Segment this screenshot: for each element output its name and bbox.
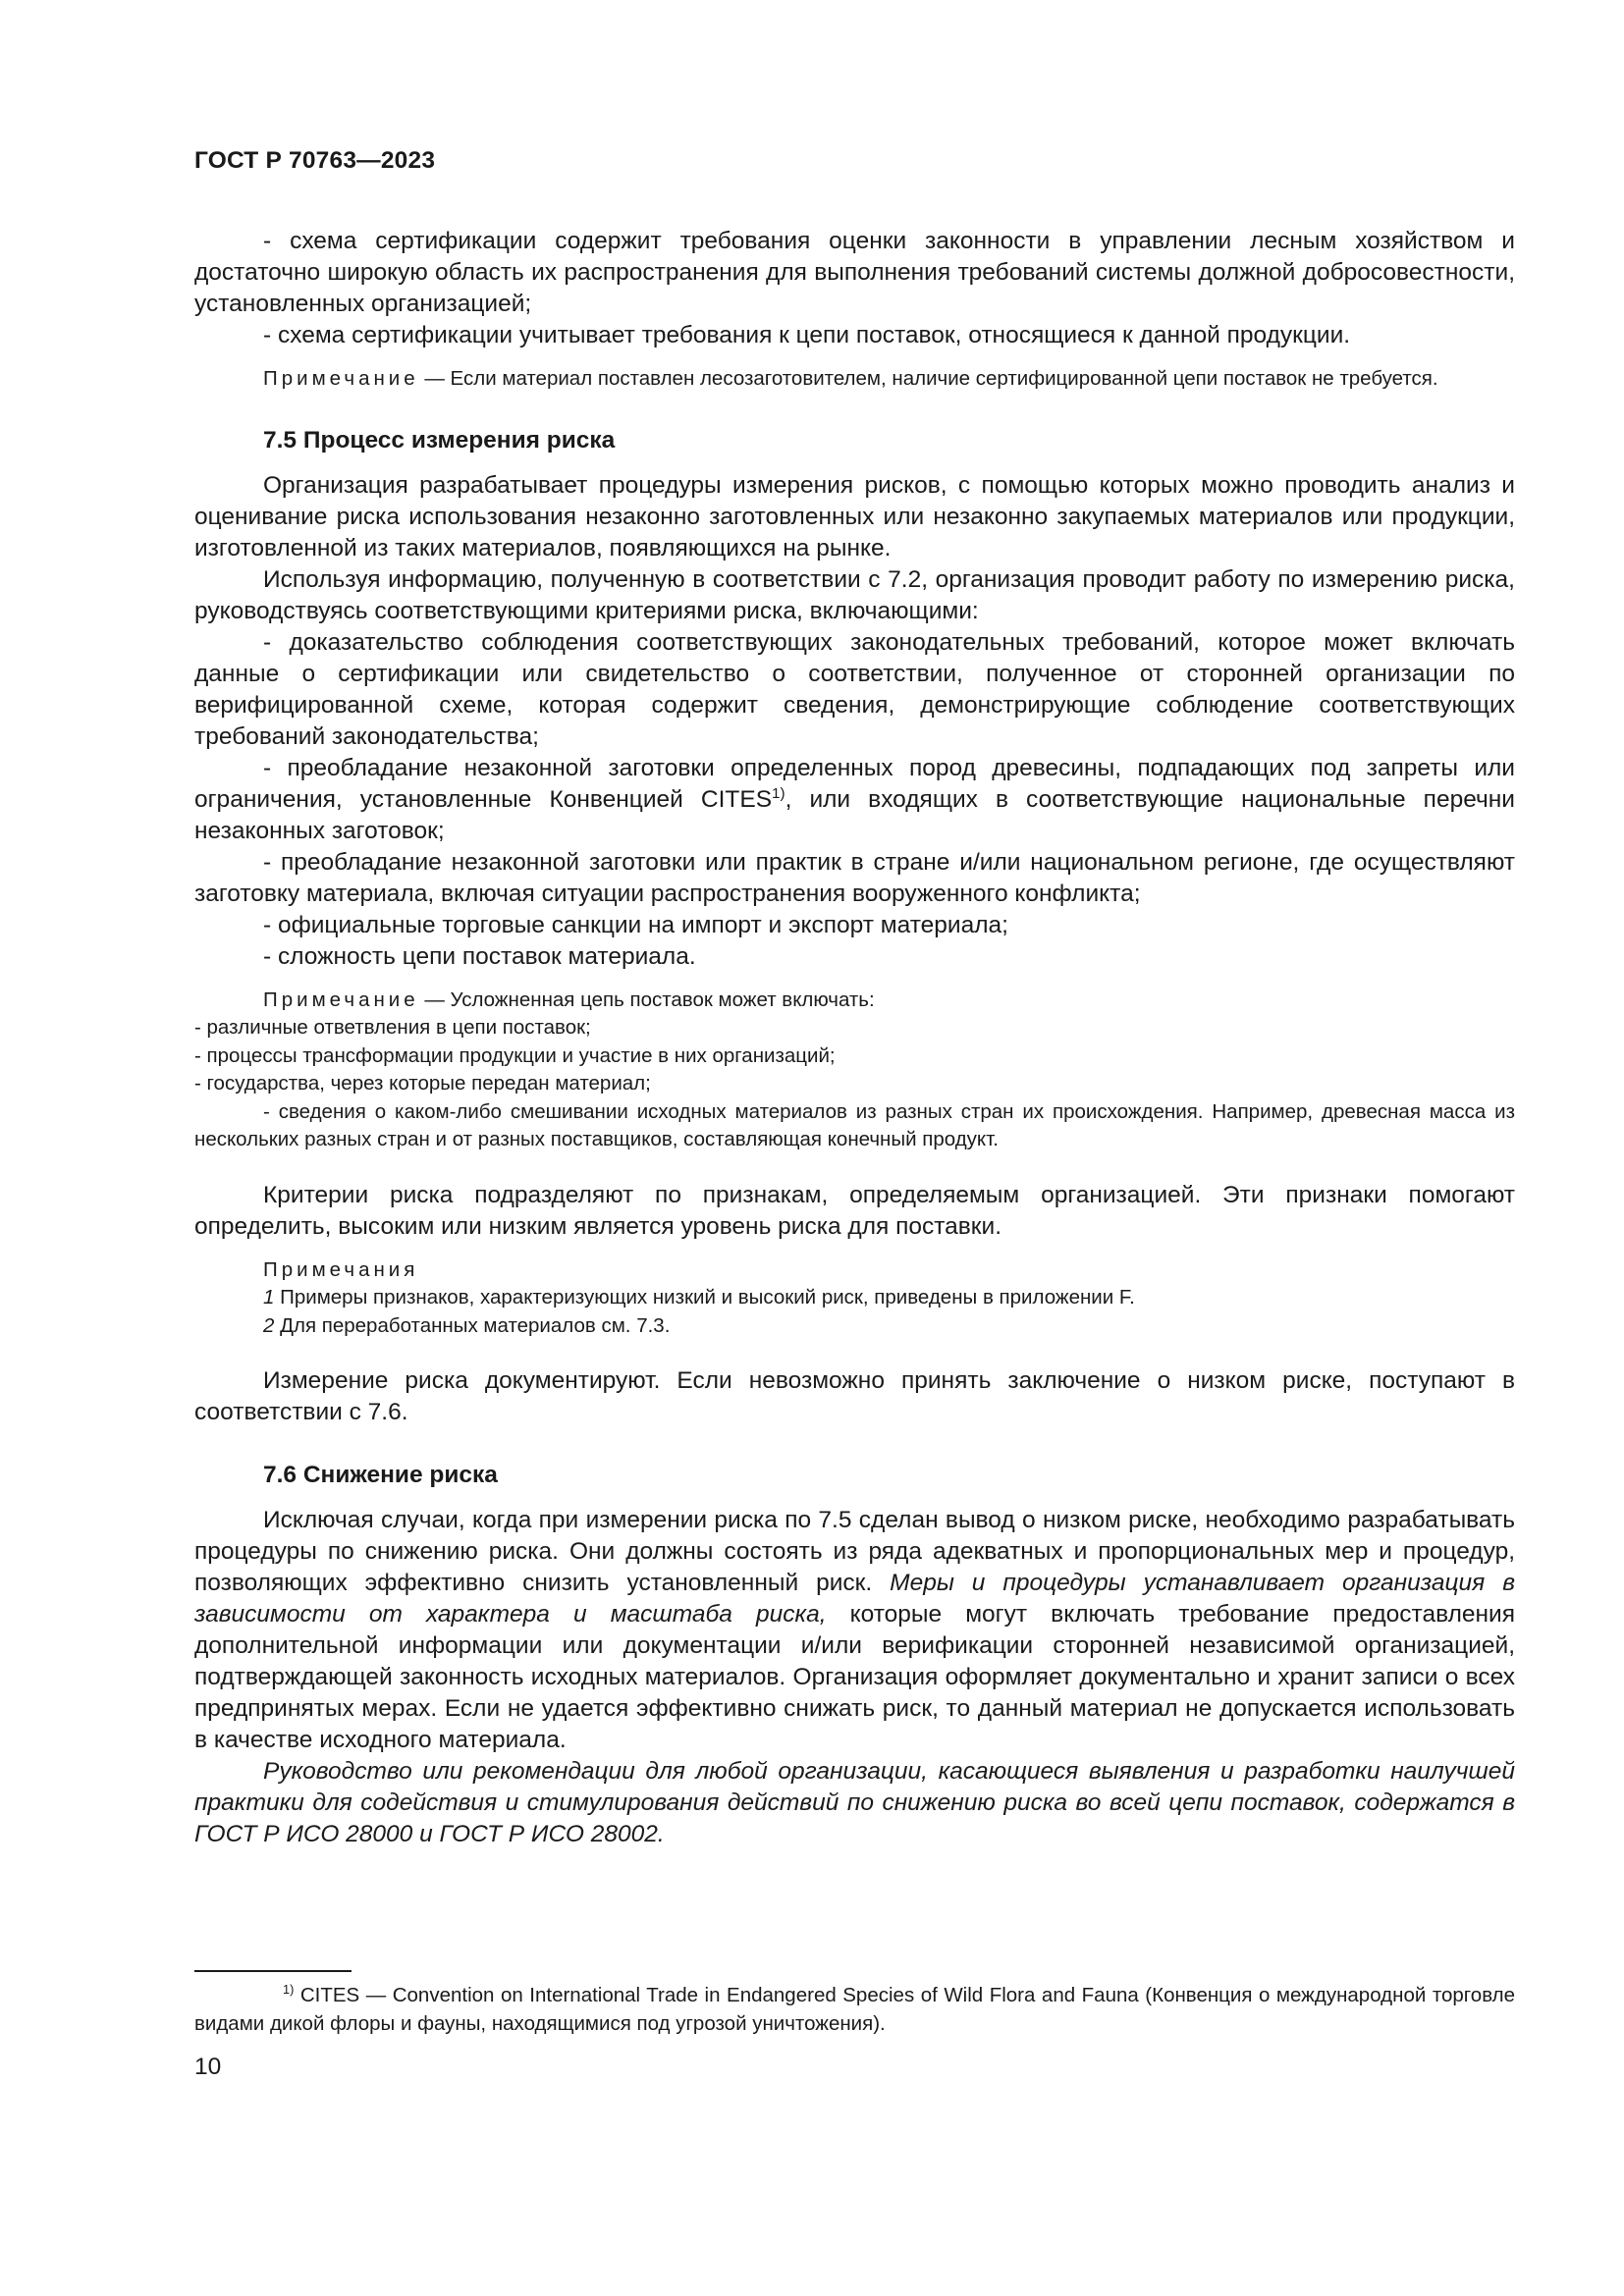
page-body xyxy=(194,226,1515,1850)
footnote-divider xyxy=(194,1970,352,1972)
note-list-item: - процессы трансформации продукции и участие в них организаций; xyxy=(194,1043,836,1067)
paragraph: Измерение риска документируют. Если невозможно принять заключение о низком риске, поступают в соответствии с 7.6. xyxy=(194,1367,1515,1425)
paragraph: Исключая случаи, когда при измерении риска по 7.5 сделан вывод о низком риске, необходимо разрабатывать процедуры по снижению риска. Они должны состоять из ряда адекватных и пропорциональных мер и процедур, позволяющих эффективно снизить установленный риск. Меры и процедуры устанавливает организация в зависимости от характера и масштаба риска, которые могут включать требование предоставления дополнительной информации или документации и/или верификации сторонней независимой организацией, подтверждающей законность исходных материалов. Организация оформляет документально и хранит записи о всех предпринятых мерах. Если не удается эффективно снижать риск, то данный материал не допускается использовать в качестве исходного материала. xyxy=(194,1507,1515,1753)
footnote-mark: 1) xyxy=(283,1982,295,1998)
paragraph-italic: Руководство или рекомендации для любой организации, касающиеся выявления и разработки наилучшей практики для содействия и стимулирования действий по снижению риска во всей цепи поставок, содержатся в ГОСТ Р ИСО 28000 и ГОСТ Р ИСО 28002. xyxy=(194,1758,1515,1847)
section-heading-7-5: 7.5 Процесс измерения риска xyxy=(263,426,616,454)
criterion-item: - преобладание незаконной заготовки или практик в стране и/или национальном регионе, где осуществляют заготовку материала, включая ситуации распространения вооруженного конфликта; xyxy=(194,848,1515,907)
paragraph: Используя информацию, полученную в соответствии с 7.2, организация проводит работу по измерению риска, руководствуясь соответствующими критериями риска, включающими: xyxy=(194,565,1515,624)
paragraph: Организация разрабатывает процедуры измерения рисков, с помощью которых можно проводить анализ и оценивание риска использования незаконно заготовленных или незаконно закупаемых материалов или продукции, изготовленной из таких материалов, появляющихся на рынке. xyxy=(194,471,1515,561)
intro-note xyxy=(194,365,1515,394)
note-list-item: - государства, через которые передан материал; xyxy=(194,1072,651,1095)
notes-label: Примечания xyxy=(263,1257,419,1281)
footnote: $^{1)}$ CITES — Convention on International Trade in Endangered Species of Wild Flora and Fauna (Конвенция о международной торговле видами дикой флоры и фауны, находящимися под угрозой уничтожения). xyxy=(194,1982,1515,2035)
section-heading-7-6: 7.6 Снижение риска xyxy=(263,1462,498,1488)
note-list-item: - сведения о каком-либо смешивании исходных материалов из разных стран их происхождения. Например, древесная масса из нескольких разных стран и от разных поставщиков, составляющая конечный продукт. xyxy=(194,1099,1515,1150)
footnote-reference: 1) xyxy=(772,784,785,802)
page-header: ГОСТ Р 70763—2023 xyxy=(194,147,436,174)
note-text: — Если материал поставлен лесозаготовителем, наличие сертифицированной цепи поставок не требуется. xyxy=(418,367,1438,390)
intro-item-2: - схема сертификации учитывает требования к цепи поставок, относящиеся к данной продукции. xyxy=(263,322,1351,348)
intro-item-1: - схема сертификации содержит требования оценки законности в управлении лесным хозяйством и достаточно широкую область их распространения для выполнения требований системы должной добросовестности, установленных организацией; xyxy=(194,228,1515,317)
note-label: Примечание xyxy=(263,367,419,390)
note-numbered: 1 Примеры признаков, характеризующих низкий и высокий риск, приведены в приложении F. xyxy=(263,1286,1135,1308)
note-list-item: - различные ответвления в цепи поставок; xyxy=(194,1016,591,1039)
note-7-5: Примечание — Усложненная цепь поставок может включать: xyxy=(263,988,875,1011)
criterion-item: - официальные торговые санкции на импорт и экспорт материала; xyxy=(263,911,1008,938)
criterion-item: - сложность цепи поставок материала. xyxy=(263,942,696,970)
criterion-item: - преобладание незаконной заготовки определенных пород древесины, подпадающих под запреты или ограничения, установленные Конвенцией CITES$^{1)}$, или входящих в соответствующие национальные перечни незаконных заготовок; xyxy=(194,754,1515,844)
note-label: Примечание xyxy=(263,988,419,1011)
note-numbered: 2 Для переработанных материалов см. 7.3. xyxy=(263,1313,671,1337)
criterion-item: - доказательство соблюдения соответствующих законодательных требований, которое может включать данные о сертификации или свидетельство о соответствии, полученное от сторонней организации по верифицированной схеме, которая содержит сведения, демонстрирующие соблюдение соответствующих требований законодательства; xyxy=(194,628,1515,750)
paragraph: Критерии риска подразделяют по признакам, определяемым организацией. Эти признаки помогают определить, высоким или низким является уровень риска для поставки. xyxy=(194,1181,1515,1240)
page-number: 10 xyxy=(194,2054,222,2080)
